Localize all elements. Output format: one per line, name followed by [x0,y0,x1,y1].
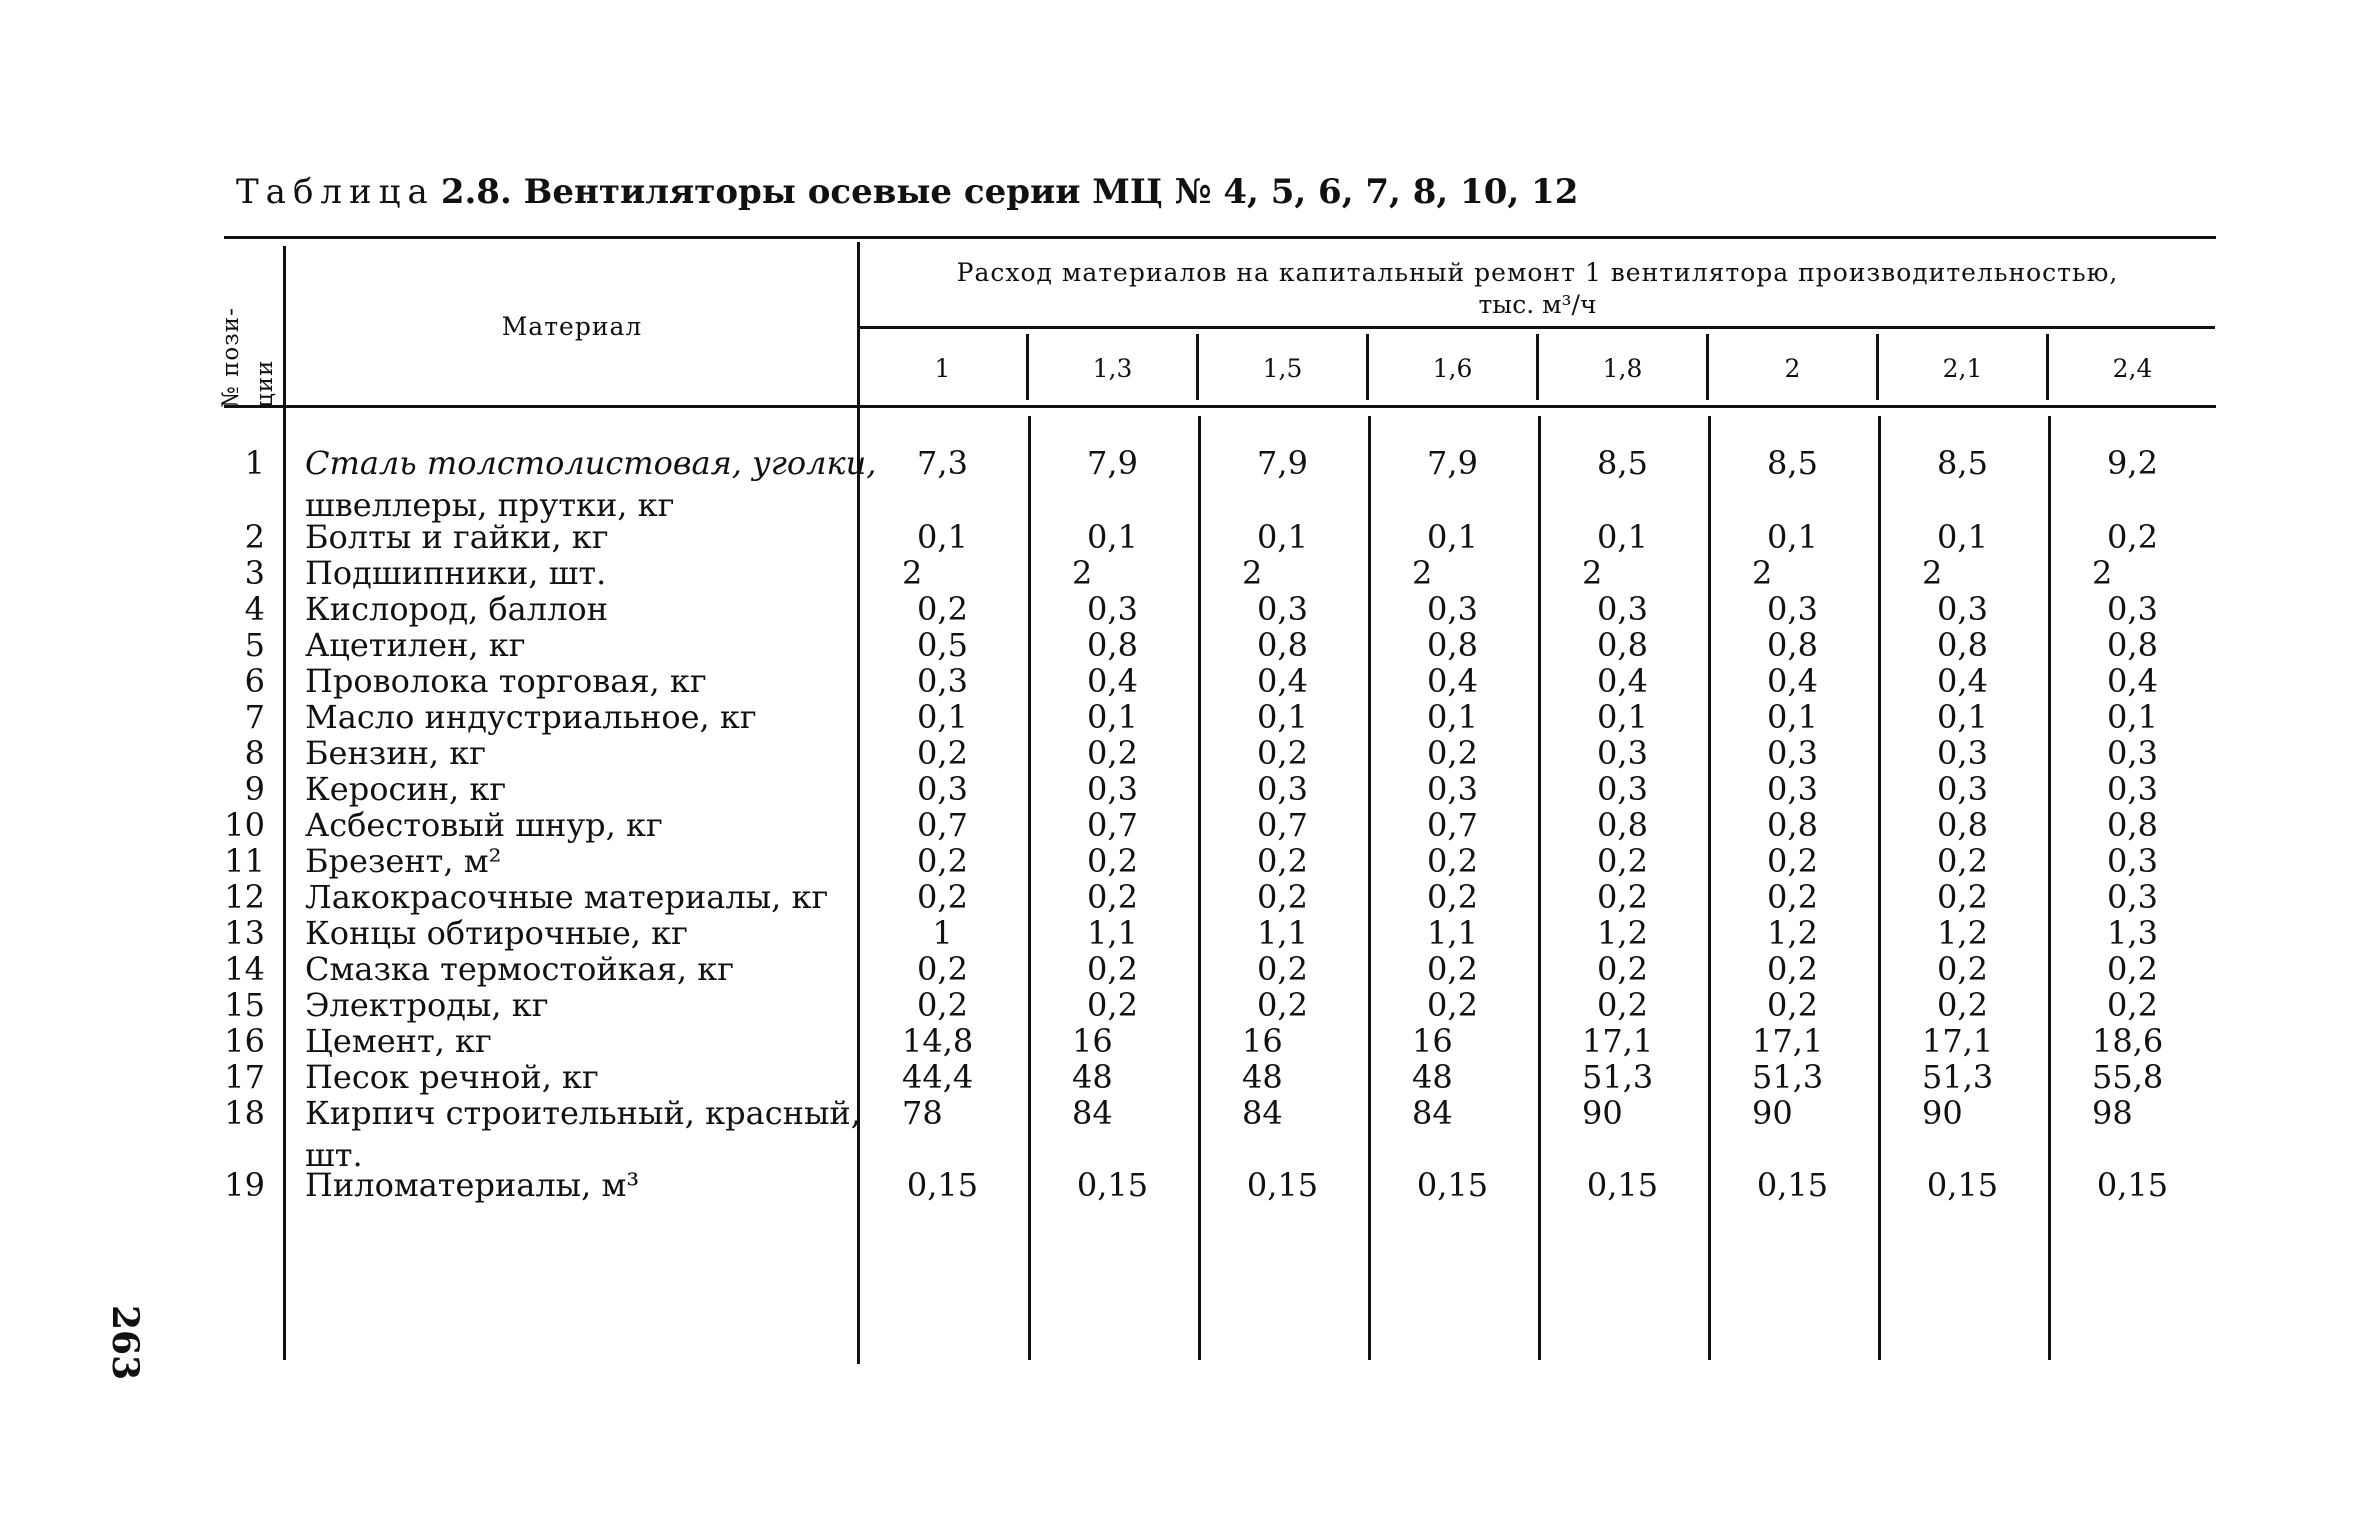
material-name: Сталь толстолистовая, уголки, [305,444,877,482]
consumption-value: 0,1 [1087,698,1138,736]
consumption-value: 0,3 [1597,734,1648,772]
consumption-value: 1 [932,914,953,952]
consumption-value: 17,1 [1922,1022,1994,1060]
consumption-value: 0,2 [1767,878,1818,916]
consumption-value: 7,9 [1257,444,1308,482]
consumption-value: 0,2 [917,878,968,916]
consumption-value: 0,2 [1597,878,1648,916]
consumption-value: 0,2 [1937,950,1988,988]
consumption-value: 0,4 [1767,662,1818,700]
consumption-value: 0,2 [1087,950,1138,988]
consumption-value: 2 [2092,554,2113,592]
material-name: Пиломатериалы, м³ [305,1166,640,1204]
consumption-value: 0,2 [1087,878,1138,916]
consumption-value: 0,7 [1427,806,1478,844]
material-name: Бензин, кг [305,734,486,772]
consumption-value: 0,2 [1427,986,1478,1024]
consumption-value: 1,1 [1427,914,1478,952]
position-number: 9 [244,770,265,808]
consumption-value: 0,2 [917,590,968,628]
consumption-value: 0,4 [1597,662,1648,700]
consumption-unit-header: тыс. м³/ч [1478,290,1597,319]
consumption-value: 0,3 [2107,842,2158,880]
consumption-value: 90 [1752,1094,1793,1132]
subheader-rule [860,326,2215,329]
consumption-value: 0,2 [1257,950,1308,988]
position-number: 15 [224,986,265,1024]
consumption-value: 0,8 [1767,626,1818,664]
position-number: 5 [244,626,265,664]
consumption-value: 0,3 [1937,590,1988,628]
consumption-value: 0,1 [1597,698,1648,736]
capacity-column-header: 1 [934,354,951,383]
consumption-value: 1,1 [1087,914,1138,952]
page-number-text: 263 [104,1305,146,1381]
consumption-value: 18,6 [2092,1022,2164,1060]
consumption-value: 0,15 [906,1166,979,1204]
consumption-value: 0,15 [1926,1166,1999,1204]
consumption-value: 0,2 [917,986,968,1024]
material-name: Ацетилен, кг [305,626,526,664]
table-row [0,554,2362,590]
consumption-value: 51,3 [1752,1058,1824,1096]
position-number: 3 [244,554,265,592]
consumption-value: 0,2 [2107,986,2158,1024]
position-number: 10 [224,806,265,844]
consumption-value: 78 [902,1094,943,1132]
consumption-value: 0,15 [1246,1166,1319,1204]
capacity-column-header: 2,4 [2112,354,2153,383]
consumption-value: 0,2 [2107,518,2158,556]
consumption-value: 84 [1072,1094,1113,1132]
consumption-value: 2 [1582,554,1603,592]
consumption-value: 8,5 [1937,444,1988,482]
consumption-value: 0,1 [1427,698,1478,736]
consumption-value: 0,2 [1597,986,1648,1024]
consumption-value: 1,2 [1767,914,1818,952]
consumption-value: 0,5 [917,626,968,664]
consumption-value: 0,1 [1257,698,1308,736]
header-column-divider [2046,334,2049,400]
consumption-value: 1,3 [2107,914,2158,952]
consumption-value: 0,1 [1937,698,1988,736]
consumption-value: 2 [1242,554,1263,592]
consumption-value: 0,2 [1257,878,1308,916]
position-number: 13 [224,914,265,952]
consumption-value: 0,1 [1257,518,1308,556]
consumption-value: 17,1 [1752,1022,1824,1060]
consumption-value: 0,2 [1427,734,1478,772]
header-column-divider [1196,334,1199,400]
material-name: Смазка термостойкая, кг [305,950,735,988]
header-column-divider [1706,334,1709,400]
consumption-value: 0,3 [2107,590,2158,628]
consumption-value: 0,8 [1087,626,1138,664]
table-row [0,698,2362,734]
consumption-value: 2 [902,554,923,592]
consumption-value: 0,1 [1427,518,1478,556]
consumption-value: 0,2 [1937,842,1988,880]
table-row [0,878,2362,914]
position-number: 11 [224,842,265,880]
consumption-value: 0,2 [1767,986,1818,1024]
consumption-value: 9,2 [2107,444,2158,482]
consumption-value: 0,4 [2107,662,2158,700]
consumption-value: 0,1 [1087,518,1138,556]
table-row [0,770,2362,806]
consumption-value: 0,3 [1767,590,1818,628]
consumption-value: 16 [1412,1022,1453,1060]
material-name: Цемент, кг [305,1022,492,1060]
consumption-value: 0,4 [1427,662,1478,700]
table-row [0,914,2362,950]
consumption-value: 0,7 [1257,806,1308,844]
consumption-value: 0,8 [1597,626,1648,664]
table-row [0,518,2362,554]
position-header-line1: № пози- [218,307,244,408]
consumption-value: 0,8 [1597,806,1648,844]
consumption-value: 0,2 [1597,842,1648,880]
consumption-value: 0,3 [1427,590,1478,628]
consumption-value: 0,4 [1087,662,1138,700]
consumption-value: 0,2 [1087,734,1138,772]
position-number: 1 [244,444,265,482]
consumption-value: 0,3 [1937,770,1988,808]
table-row [0,734,2362,770]
capacity-column-header: 1,8 [1602,354,1643,383]
consumption-value: 7,3 [917,444,968,482]
position-number: 12 [224,878,265,916]
table-row [0,950,2362,986]
consumption-value: 8,5 [1597,444,1648,482]
material-name: Болты и гайки, кг [305,518,609,556]
consumption-value: 0,1 [1937,518,1988,556]
material-name: Песок речной, кг [305,1058,599,1096]
material-name: Керосин, кг [305,770,507,808]
consumption-value: 0,8 [1257,626,1308,664]
consumption-value: 48 [1242,1058,1283,1096]
header-column-divider [1536,334,1539,400]
position-number: 14 [224,950,265,988]
material-header: Материал [501,312,643,341]
consumption-value: 51,3 [1582,1058,1654,1096]
consumption-value: 84 [1242,1094,1283,1132]
consumption-value: 48 [1072,1058,1113,1096]
table-row [0,1094,2362,1174]
table-row [0,806,2362,842]
consumption-value: 0,3 [2107,878,2158,916]
consumption-value: 98 [2092,1094,2133,1132]
material-name: Брезент, м² [305,842,502,880]
consumption-value: 0,3 [1427,770,1478,808]
table-row [0,1022,2362,1058]
consumption-value: 2 [1752,554,1773,592]
consumption-value: 0,2 [917,842,968,880]
table-row [0,1058,2362,1094]
consumption-value: 0,2 [1257,842,1308,880]
consumption-value: 7,9 [1087,444,1138,482]
table-row [0,842,2362,878]
consumption-value: 0,2 [1087,986,1138,1024]
consumption-value: 0,3 [1767,770,1818,808]
consumption-value: 2 [1922,554,1943,592]
consumption-value: 0,2 [1597,950,1648,988]
consumption-value: 48 [1412,1058,1453,1096]
consumption-value: 0,2 [917,734,968,772]
material-name: Концы обтирочные, кг [305,914,688,952]
consumption-value: 51,3 [1922,1058,1994,1096]
material-name: Подшипники, шт. [305,554,607,592]
table-row [0,1166,2362,1202]
position-number: 19 [224,1166,265,1204]
consumption-value: 1,2 [1597,914,1648,952]
material-name-continued: шт. [305,1136,363,1174]
capacity-column-header: 1,5 [1262,354,1303,383]
header-bottom-rule [224,405,2216,408]
position-number: 18 [224,1094,265,1132]
consumption-value: 0,2 [1767,950,1818,988]
consumption-value: 7,9 [1427,444,1478,482]
capacity-column-header: 2,1 [1942,354,1983,383]
material-name-continued: швеллеры, прутки, кг [305,486,675,524]
capacity-column-header: 1,6 [1432,354,1473,383]
consumption-value: 90 [1582,1094,1623,1132]
consumption-value: 17,1 [1582,1022,1654,1060]
material-name: Электроды, кг [305,986,549,1024]
position-number: 4 [244,590,265,628]
consumption-value: 0,4 [1257,662,1308,700]
consumption-value: 0,8 [1937,626,1988,664]
position-header-line2: ции [252,359,278,408]
consumption-value: 55,8 [2092,1058,2164,1096]
consumption-value: 0,8 [2107,626,2158,664]
position-number: 2 [244,518,265,556]
consumption-value: 0,3 [2107,770,2158,808]
table-row [0,986,2362,1022]
consumption-value: 0,3 [917,662,968,700]
consumption-value: 2 [1412,554,1433,592]
consumption-value: 0,2 [2107,950,2158,988]
consumption-value: 0,2 [1767,842,1818,880]
consumption-value: 0,2 [1257,986,1308,1024]
table-row [0,662,2362,698]
consumption-value: 0,15 [1416,1166,1489,1204]
consumption-value: 2 [1072,554,1093,592]
consumption-value: 84 [1412,1094,1453,1132]
consumption-value: 0,2 [1427,950,1478,988]
consumption-value: 0,8 [1767,806,1818,844]
consumption-value: 0,1 [917,518,968,556]
table-title [236,172,2136,212]
table-row [0,590,2362,626]
material-name: Асбестовый шнур, кг [305,806,663,844]
consumption-value: 1,1 [1257,914,1308,952]
consumption-value: 0,3 [1597,770,1648,808]
header-column-divider [1876,334,1879,400]
material-name: Кирпич строительный, красный, [305,1094,861,1132]
consumption-value: 0,1 [1597,518,1648,556]
material-name: Лакокрасочные материалы, кг [305,878,829,916]
consumption-value: 44,4 [902,1058,974,1096]
consumption-value: 0,3 [1597,590,1648,628]
consumption-value: 0,2 [1257,734,1308,772]
top-rule [224,236,2216,239]
position-number: 16 [224,1022,265,1060]
consumption-value: 0,15 [1076,1166,1149,1204]
consumption-value: 0,3 [1257,590,1308,628]
position-number: 6 [244,662,265,700]
consumption-value: 0,2 [917,950,968,988]
consumption-value: 0,7 [1087,806,1138,844]
capacity-column-header: 2 [1784,354,1801,383]
consumption-value: 0,7 [917,806,968,844]
consumption-value: 0,8 [2107,806,2158,844]
consumption-value: 0,3 [1937,734,1988,772]
consumption-value: 0,3 [1767,734,1818,772]
material-name: Проволока торговая, кг [305,662,707,700]
consumption-value: 0,8 [1427,626,1478,664]
table-row [0,626,2362,662]
consumption-value: 0,3 [917,770,968,808]
consumption-value: 0,1 [1767,698,1818,736]
consumption-value: 0,3 [1087,770,1138,808]
consumption-value: 0,2 [1087,842,1138,880]
consumption-value: 0,1 [2107,698,2158,736]
consumption-value: 0,1 [1767,518,1818,556]
consumption-value: 90 [1922,1094,1963,1132]
consumption-value: 0,3 [1087,590,1138,628]
consumption-value: 0,15 [1586,1166,1659,1204]
capacity-column-header: 1,3 [1092,354,1133,383]
consumption-value: 0,15 [2096,1166,2169,1204]
consumption-value: 0,8 [1937,806,1988,844]
consumption-value: 0,3 [1257,770,1308,808]
material-name: Кислород, баллон [305,590,608,628]
consumption-value: 0,4 [1937,662,1988,700]
consumption-value: 16 [1242,1022,1283,1060]
table-title-word: Таблица [236,172,435,212]
header-column-divider [1366,334,1369,400]
consumption-value: 0,2 [1937,986,1988,1024]
position-number: 8 [244,734,265,772]
consumption-value: 0,1 [917,698,968,736]
consumption-value: 8,5 [1767,444,1818,482]
consumption-value: 1,2 [1937,914,1988,952]
consumption-value: 0,3 [2107,734,2158,772]
consumption-value: 14,8 [902,1022,974,1060]
table-row [0,444,2362,524]
consumption-header: Расход материалов на капитальный ремонт 1 вентилятора производительностью, [956,258,2119,287]
consumption-value: 0,2 [1427,842,1478,880]
position-number: 17 [224,1058,265,1096]
table-title-text: 2.8. Вентиляторы осевые серии МЦ № 4, 5, 6, 7, 8, 10, 12 [440,172,1579,212]
consumption-value: 0,15 [1756,1166,1829,1204]
consumption-value: 0,2 [1427,878,1478,916]
header-column-divider [1026,334,1029,400]
position-number: 7 [244,698,265,736]
material-name: Масло индустриальное, кг [305,698,757,736]
consumption-value: 16 [1072,1022,1113,1060]
consumption-value: 0,2 [1937,878,1988,916]
